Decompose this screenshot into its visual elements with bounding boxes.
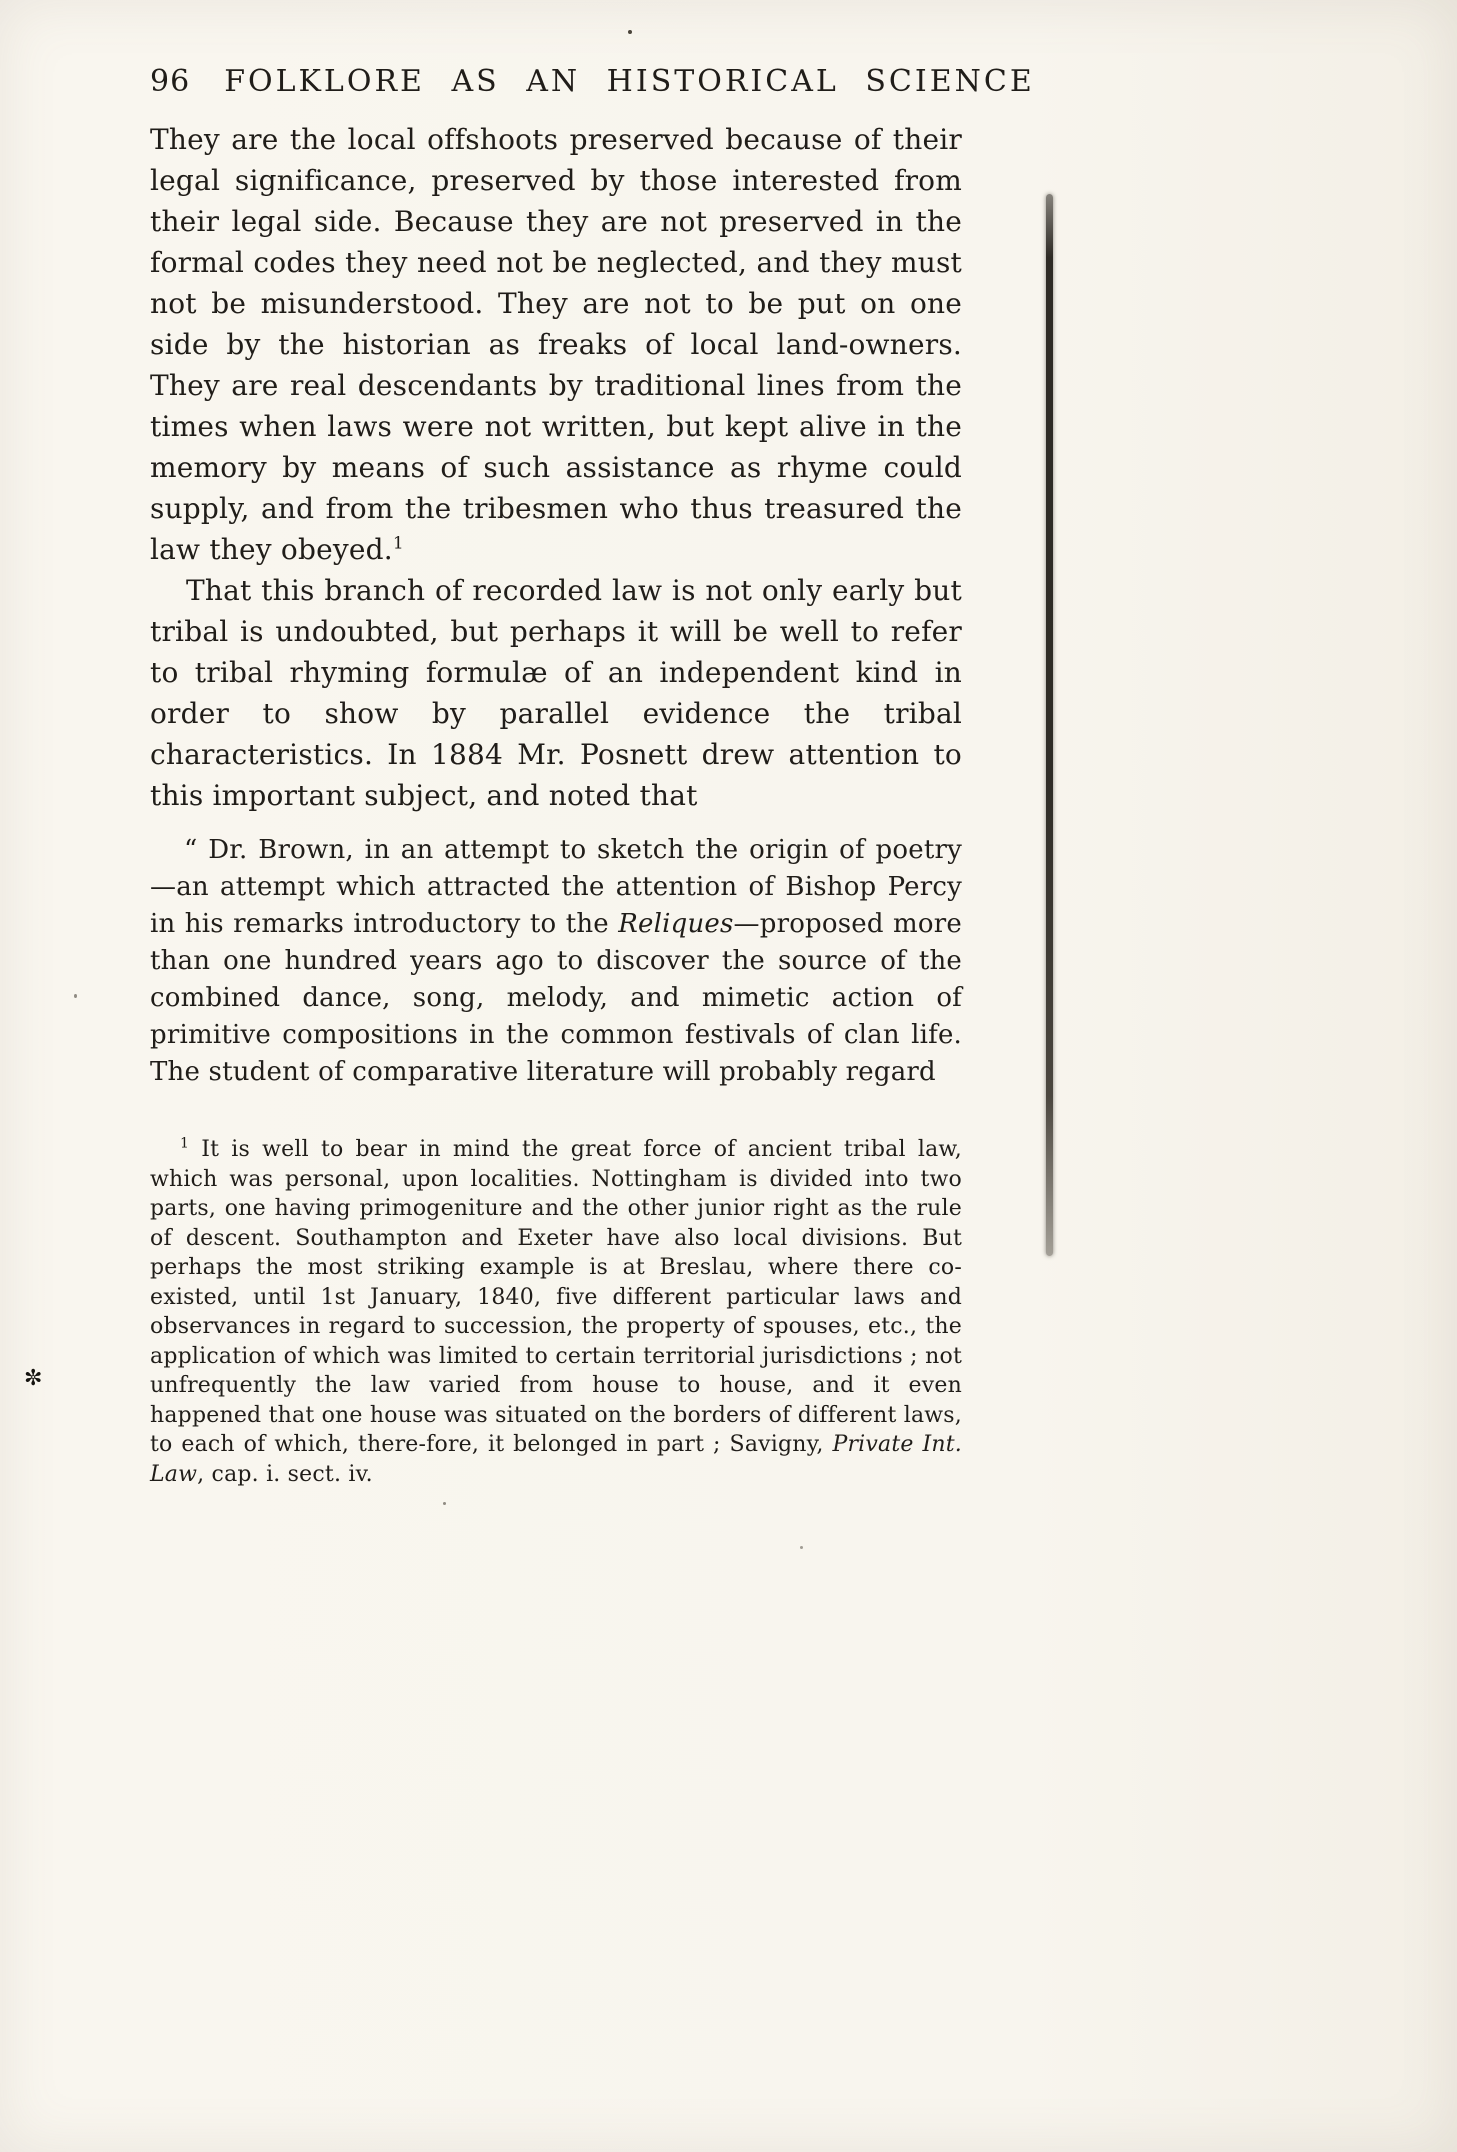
paragraph-1-text: They are the local offshoots preserved because of their legal significance, preserved by those interested from their legal side. Because they are not preserved in the formal codes they need not be neglected, and they must not be misunderstood. They are not to be put on one side by the historian as freaks of local land-owners. They are real descendants by traditional lines from the times when laws were not written, but kept alive in the memory by means of such assistance as rhyme could supply, and from the tribesmen who thus treasured the law they obeyed. <box>150 123 962 566</box>
ink-blot-mark: ✼ <box>24 1366 43 1391</box>
scan-gutter-shadow <box>1046 194 1053 1256</box>
ink-speck <box>800 1546 803 1549</box>
footnote-reference: 1 <box>392 533 404 554</box>
footnote-text-1: It is well to bear in mind the great force of ancient tribal law, which was personal, upon localities. Nottingham is divided into two parts, one having primogeniture and the other junior right as the rule of descent. Southampton and Exeter have also local divisions. But perhaps the most striking example is at Breslau, where there co-existed, until 1st January, 1840, five different particular laws and observances in regard to succession, the property of spouses, etc., the application of which was limited to certain territorial jurisdictions ; not unfrequently the law varied from house to house, and it even happened that one house was situated on the borders of different laws, to each of which, there-fore, it belonged in part ; Savigny, <box>150 1137 962 1457</box>
ink-speck <box>443 1502 446 1505</box>
quote-italic-title: Reliques <box>618 909 734 939</box>
footnote-italic-title: Private Int. Law <box>150 1432 962 1487</box>
quote-text-1: “ Dr. Brown, in an attempt to sketch the origin of poetry—an attempt which attracted the attention of Bishop Percy in his remarks introductory to the <box>150 835 962 939</box>
page-header <box>150 64 1035 99</box>
paragraph-2: That this branch of recorded law is not only early but tribal is undoubted, but perhaps it will be well to refer to tribal rhyming formulæ of an independent kind in order to show by parallel evidence the tribal characteristics. In 1884 Mr. Posnett drew attention to this important subject, and noted that <box>150 574 962 812</box>
paragraph-1 <box>150 119 962 570</box>
text-block <box>150 64 1035 1489</box>
ink-speck <box>628 30 632 34</box>
running-title: FOLKLORE AS AN HISTORICAL SCIENCE <box>224 64 1035 99</box>
footnote-text-2: , cap. i. sect. iv. <box>197 1461 373 1487</box>
block-quote <box>150 832 962 1091</box>
quote-text-2: —proposed more than one hundred years ago to discover the source of the combined dance, song, melody, and mimetic action of primitive compositions in the common festivals of clan life. The student of comparative literature will probably regard <box>150 909 962 1087</box>
ink-speck <box>74 994 77 998</box>
footnote <box>150 1135 962 1489</box>
footnote-marker: 1 <box>180 1135 190 1152</box>
page-number: 96 <box>150 64 191 99</box>
